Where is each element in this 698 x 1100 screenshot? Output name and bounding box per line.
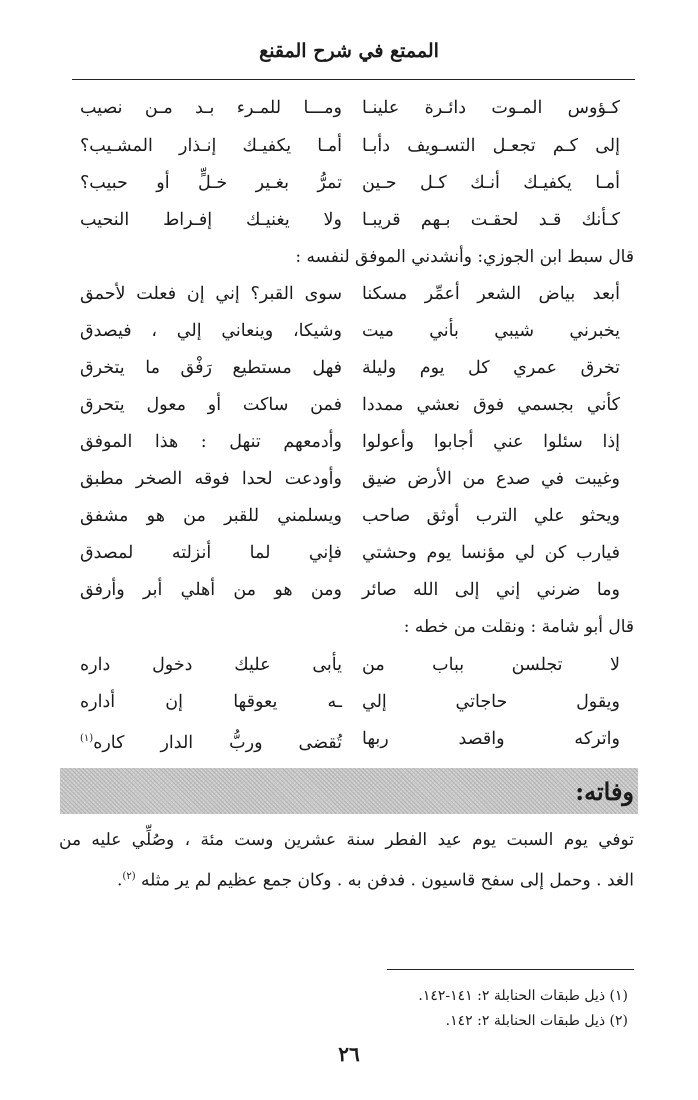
section-heading-band: [60, 768, 638, 814]
verse-first-hemistich: إذا سئلوا عني أجابوا وأعولوا: [362, 432, 620, 452]
verse-line: [80, 316, 620, 346]
verse-second-hemistich: فهل مستطيع رَفْق ما يتخرق: [80, 358, 342, 378]
verse-second-hemistich: يأبى عليك دخول داره: [80, 655, 342, 675]
verse-first-hemistich: وغيبت في صدع من الأرض ضيق: [362, 469, 620, 489]
verse-line: [80, 724, 620, 754]
footnote-divider: [387, 969, 634, 970]
footnote: (١) ذيل طبقات الحنابلة ٢: ١٤١-١٤٢.: [418, 988, 628, 1004]
verse-first-hemistich: كـؤوس المـوت دائـرة علينـا: [362, 98, 620, 118]
verse-second-hemistich: تمرُّ بغـير خـلٍّ أو حبيب؟: [80, 173, 342, 193]
footnote-marker: (١): [80, 733, 94, 744]
verse-second-hemistich: ومـــا للمـرء بـد مـن نصيب: [80, 98, 342, 118]
verse-line: [80, 501, 620, 531]
verse-second-hemistich: وأدمعهم تنهل : هذا الموفق: [80, 432, 342, 452]
poem-introduction: قال أبو شامة : ونقلت من خطه :: [403, 617, 634, 637]
verse-first-hemistich: أمـا يكفيـك أنـك كـل حـين: [362, 173, 620, 193]
verse-first-hemistich: كأني بجسمي فوق نعشي ممددا: [362, 395, 620, 415]
verse-first-hemistich: إلى كـم تجعـل التسـويف دأبـا: [362, 136, 620, 156]
verse-second-hemistich: وشيكا، وينعاني إلي ، فيصدق: [80, 321, 342, 341]
verse-line: [80, 650, 620, 680]
verse-line: [80, 390, 620, 420]
verse-line: [80, 427, 620, 457]
footnote: (٢) ذيل طبقات الحنابلة ٢: ١٤٢.: [445, 1013, 628, 1029]
verse-line: [80, 131, 620, 161]
verse-text: تُقضى وربُّ الدار كاره: [93, 732, 342, 753]
verse-first-hemistich: وما ضرني إني إلى الله صائر: [362, 580, 620, 600]
page-number: ٢٦: [338, 1042, 360, 1066]
poem-introduction: قال سبط ابن الجوزي: وأنشدني الموفق لنفسه :: [295, 247, 634, 267]
verse-first-hemistich: أبعد بياض الشعر أعمِّر مسكنا: [362, 284, 620, 304]
verse-first-hemistich: لا تجلسن بباب من: [362, 655, 620, 675]
body-text-line: توفي يوم السبت يوم عيد الفطر سنة عشرين وست مئة ، وصُلِّي عليه من: [59, 830, 634, 850]
verse-line: [80, 93, 620, 123]
verse-first-hemistich: كـأنك قـد لحقـت بـهم قريبـا: [362, 210, 620, 230]
verse-line: [80, 538, 620, 568]
verse-line: [80, 279, 620, 309]
verse-line: [80, 353, 620, 383]
verse-first-hemistich: ويقول حاجاتي إلي: [362, 692, 620, 712]
verse-line: [80, 575, 620, 605]
section-title: وفاته:: [575, 777, 634, 806]
verse-line: [80, 687, 620, 717]
verse-second-hemistich: [80, 724, 342, 758]
verse-second-hemistich: وأودعت لحدا فوقه الصخر مطبق: [80, 469, 342, 489]
verse-second-hemistich: فإني لما أنزلته لمصدق: [80, 543, 342, 563]
verse-line: [80, 205, 620, 235]
verse-line: [80, 168, 620, 198]
verse-first-hemistich: يخبرني شيبي بأني ميت: [362, 321, 620, 341]
body-text: الغد . وحمل إلى سفح قاسيون . فدفن به . وكان جمع عظيم لم ير مثله: [141, 870, 634, 891]
verse-second-hemistich: ولا يغنيـك إفـراط النحيب: [80, 210, 342, 230]
verse-second-hemistich: ـه يعوقها إن أداره: [80, 692, 342, 712]
verse-first-hemistich: واتركه واقصد ربها: [362, 729, 620, 749]
verse-second-hemistich: فمن ساكت أو معول يتحرق: [80, 395, 342, 415]
running-header-title: الممتع في شرح المقنع: [259, 40, 439, 62]
verse-first-hemistich: ويحثو علي الترب أوثق صاحب: [362, 506, 620, 526]
verse-first-hemistich: فيارب كن لي مؤنسا يوم وحشتي: [362, 543, 620, 563]
verse-line: [80, 464, 620, 494]
footnote-marker: (٢): [122, 871, 136, 882]
verse-first-hemistich: تخرق عمري كل يوم وليلة: [362, 358, 620, 378]
verse-second-hemistich: أمـا يكفيـك إنـذار المشـيب؟: [80, 136, 342, 156]
verse-second-hemistich: ويسلمني للقبر من هو مشفق: [80, 506, 342, 526]
verse-second-hemistich: ومن هو من أهلي أبر وأرفق: [80, 580, 342, 600]
body-text-line: الغد . وحمل إلى سفح قاسيون . فدفن به . وكان جمع عظيم لم ير مثله $^{(٢)}$.: [117, 870, 634, 891]
verse-second-hemistich: سوى القبر؟ إني إن فعلت لأحمق: [80, 284, 342, 304]
header-divider: [72, 79, 635, 80]
